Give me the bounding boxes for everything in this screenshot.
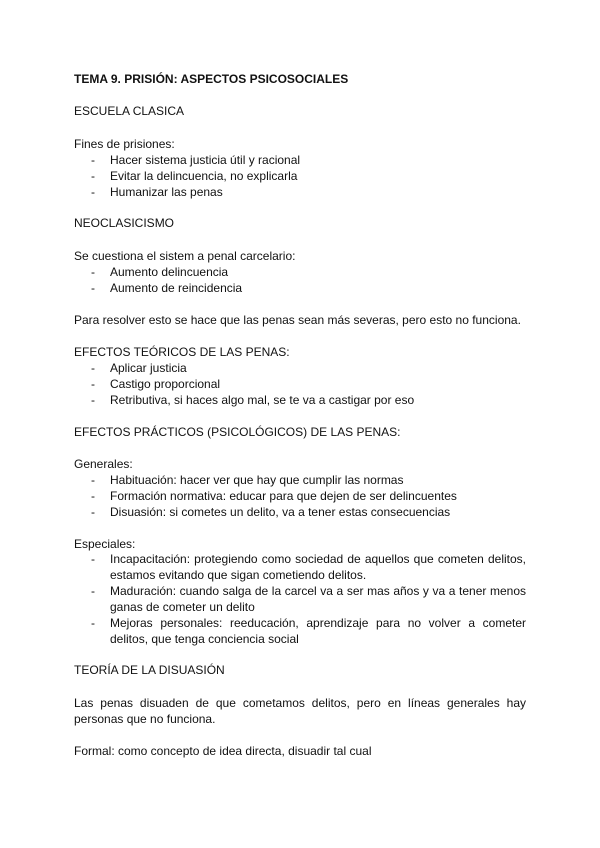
disuasion-paragraph-line2: personas que no funciona. (74, 712, 216, 726)
section-heading-disuasion: TEORÍA DE LA DISUASIÓN (74, 663, 225, 677)
list-item: Aumento de reincidencia (110, 281, 243, 295)
document-title: TEMA 9. PRISIÓN: ASPECTOS PSICOSOCIALES (74, 72, 349, 86)
section-heading-teoricos: EFECTOS TEÓRICOS DE LAS PENAS: (74, 345, 290, 359)
bullet-dash: - (91, 616, 95, 630)
disuasion-formal: Formal: como concepto de idea directa, disuadir tal cual (74, 744, 372, 758)
bullet-dash: - (91, 185, 95, 199)
list-item: Humanizar las penas (110, 185, 223, 199)
bullet-dash: - (91, 552, 95, 566)
bullet-dash: - (91, 489, 95, 503)
especiales-label: Especiales: (74, 537, 136, 551)
bullet-dash: - (91, 169, 95, 183)
list-item: Evitar la delincuencia, no explicarla (110, 169, 298, 183)
list-item-continuation: ganas de cometer un delito (110, 600, 255, 614)
section-heading-neoclasicismo: NEOCLASICISMO (74, 216, 175, 230)
list-item: Castigo proporcional (110, 377, 221, 391)
escuela-intro: Fines de prisiones: (74, 137, 175, 151)
list-item: Maduración: cuando salga de la carcel va a ser mas años y va a tener menos (110, 584, 526, 598)
list-item: Incapacitación: protegiendo como sociedad de aquellos que cometen delitos, (110, 552, 526, 566)
list-item: Mejoras personales: reeducación, aprendizaje para no volver a cometer (110, 616, 526, 630)
list-item-continuation: delitos, que tenga conciencia social (110, 632, 299, 646)
list-item: Retributiva, si haces algo mal, se te va a castigar por eso (110, 393, 415, 407)
bullet-dash: - (91, 361, 95, 375)
list-item: Habituación: hacer ver que hay que cumplir las normas (110, 473, 404, 487)
bullet-dash: - (91, 505, 95, 519)
list-item: Hacer sistema justicia útil y racional (110, 153, 301, 167)
bullet-dash: - (91, 393, 95, 407)
section-heading-practicos: EFECTOS PRÁCTICOS (PSICOLÓGICOS) DE LAS PENAS: (74, 425, 401, 439)
bullet-dash: - (91, 281, 95, 295)
section-heading-escuela: ESCUELA CLASICA (74, 104, 185, 118)
list-item: Formación normativa: educar para que dejen de ser delincuentes (110, 489, 457, 503)
list-item: Aumento delincuencia (110, 265, 229, 279)
bullet-dash: - (91, 153, 95, 167)
list-item: Disuasión: si cometes un delito, va a tener estas consecuencias (110, 505, 451, 519)
neo-paragraph: Para resolver esto se hace que las penas sean más severas, pero esto no funciona. (74, 313, 521, 327)
generales-label: Generales: (74, 457, 133, 471)
bullet-dash: - (91, 377, 95, 391)
list-item-continuation: estamos evitando que sigan cometiendo delitos. (110, 568, 367, 582)
bullet-dash: - (91, 473, 95, 487)
list-item: Aplicar justicia (110, 361, 187, 375)
disuasion-paragraph-line1: Las penas disuaden de que cometamos delitos, pero en líneas generales hay (74, 696, 526, 710)
neo-intro: Se cuestiona el sistem a penal carcelario: (74, 249, 296, 263)
bullet-dash: - (91, 265, 95, 279)
bullet-dash: - (91, 584, 95, 598)
